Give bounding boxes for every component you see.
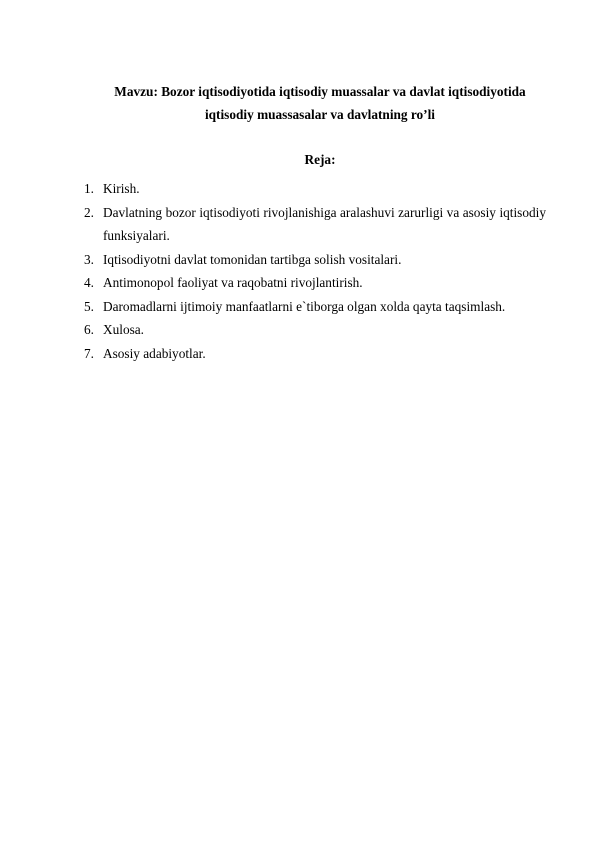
- plan-item-number: 3.: [84, 251, 94, 267]
- plan-item-text: Kirish.: [103, 181, 140, 196]
- plan-item-3: [84, 248, 546, 272]
- plan-item-text: Asosiy adabiyotlar.: [103, 345, 206, 361]
- plan-item-number: 7.: [84, 345, 94, 361]
- plan-item-text: Daromadlarni ijtimoiy manfaatlarni e`tiborga olgan xolda qayta taqsimlash.: [103, 298, 506, 314]
- plan-item-4: [84, 271, 546, 295]
- plan-item-number: 1.: [84, 181, 94, 196]
- plan-item-5: [84, 295, 546, 319]
- plan-item-text: Xulosa.: [103, 322, 144, 337]
- plan-item-number: 6.: [84, 322, 94, 337]
- plan-list: [84, 177, 546, 365]
- plan-item-text: Iqtisodiyotni davlat tomonidan tartibga solish vositalari.: [103, 251, 402, 267]
- plan-item-2: [84, 201, 546, 248]
- plan-item-text: Davlatning bozor iqtisodiyoti rivojlanishiga aralashuvi zarurligi va asosiy iqtisodiy funksiyalari.: [103, 204, 546, 243]
- plan-item-1: [84, 177, 546, 201]
- title-line-1: Mavzu: Bozor iqtisodiyotida iqtisodiy muassalar va davlat iqtisodiyotida: [114, 84, 526, 99]
- plan-item-number: 2.: [84, 204, 94, 220]
- plan-item-7: [84, 342, 546, 366]
- document-title: [80, 80, 560, 126]
- plan-item-text: Antimonopol faoliyat va raqobatni rivojlantirish.: [103, 275, 363, 290]
- title-line-2: iqtisodiy muassasalar va davlatning ro’li: [204, 107, 436, 122]
- plan-item-number: 4.: [84, 275, 94, 290]
- plan-heading: Reja:: [304, 152, 336, 167]
- plan-item-6: [84, 318, 546, 342]
- plan-item-number: 5.: [84, 298, 94, 314]
